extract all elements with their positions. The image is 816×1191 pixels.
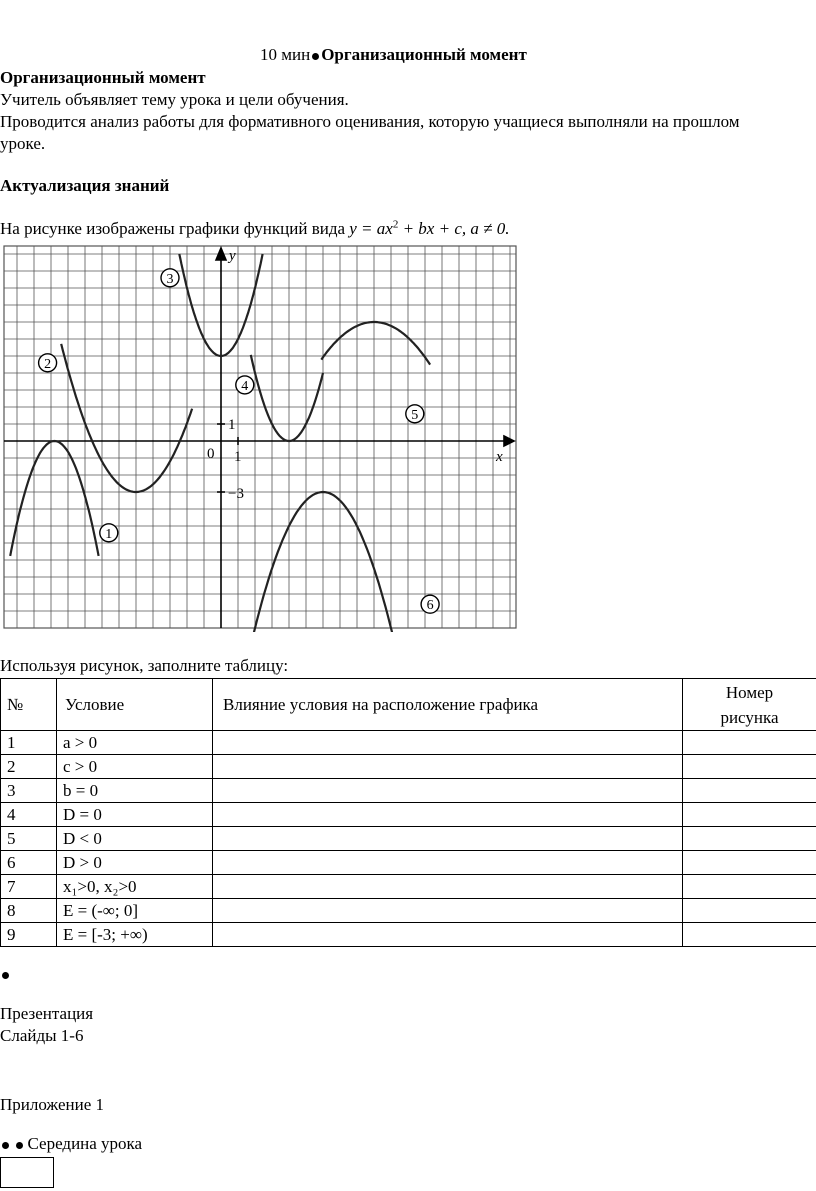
row-condition: D = 0 [57,803,213,827]
curve-label: 6 [426,598,434,614]
row-effect-cell[interactable] [213,779,683,803]
table-row [1,875,816,899]
conditions-table [0,678,816,947]
row-condition: D < 0 [57,827,213,851]
curve-label: 2 [44,356,52,372]
middle-heading [2,1133,142,1154]
table-header-cell: Условие [57,679,213,731]
formula-exponent: 2 [392,218,399,231]
parabola-5 [321,322,430,365]
formula-part: y = ax [349,219,393,238]
slides-label: Слайды 1-6 [0,1026,84,1045]
page-header [260,44,527,65]
row-figure-cell[interactable] [683,851,816,875]
row-condition: E = (-∞; 0] [57,899,213,923]
time-label: 10 мин [260,45,311,64]
table-row [1,923,816,947]
row-number: 8 [1,899,57,923]
table-caption: Используя рисунок, заполните таблицу: [0,656,289,675]
grid [4,246,516,628]
row-figure-cell[interactable] [683,899,816,923]
row-effect-cell[interactable] [213,755,683,779]
row-condition: x₁>0, x₂>0 [57,875,213,899]
row-number: 2 [1,755,57,779]
row-number: 1 [1,731,57,755]
row-effect-cell[interactable] [213,923,683,947]
table-row [1,827,816,851]
row-number: 4 [1,803,57,827]
x-tick-label: 1 [234,449,242,465]
section-heading-org: Организационный момент [0,68,206,87]
bullet-icon [2,963,9,984]
curve-label: 5 [411,407,419,423]
presentation-label: Презентация [0,1004,94,1023]
paragraph-line: Учитель объявляет тему урока и цели обучения. [0,90,349,109]
row-figure-cell[interactable] [683,875,816,899]
table-row [1,731,816,755]
y-axis-label: y [229,248,236,264]
row-condition: E = [-3; +∞) [57,923,213,947]
table-row [1,851,816,875]
x-axis-arrow [504,436,514,446]
row-effect-cell[interactable] [213,875,683,899]
parabola-graph [0,240,520,632]
table-header-cell [683,679,816,731]
intro-text: На рисунке изображены графики функций вида [0,219,350,238]
empty-box [0,1157,54,1188]
row-condition: D > 0 [57,851,213,875]
header-title: Организационный момент [321,45,527,64]
parabola-4 [251,355,323,441]
table-header-cell: Влияние условия на расположение графика [213,679,683,731]
row-effect-cell[interactable] [213,851,683,875]
row-effect-cell[interactable] [213,899,683,923]
grid-border [4,246,516,628]
row-figure-cell[interactable] [683,779,816,803]
bullet-icon [2,1142,9,1149]
table-row [1,803,816,827]
row-condition: b = 0 [57,779,213,803]
table-header-cell: № [1,679,57,731]
row-number: 6 [1,851,57,875]
row-number: 5 [1,827,57,851]
graph-labels [39,248,503,613]
row-figure-cell[interactable] [683,923,816,947]
header-line: рисунка [720,707,779,727]
section-heading-knowledge: Актуализация знаний [0,176,170,195]
paragraph-line: Проводится анализ работы для формативного оценивания, которую учащиеся выполняли на прошлом [0,112,740,131]
row-figure-cell[interactable] [683,827,816,851]
origin-label: 0 [207,446,215,462]
y-tick-label: 1 [228,417,236,433]
row-figure-cell[interactable] [683,803,816,827]
row-effect-cell[interactable] [213,803,683,827]
row-condition: a > 0 [57,731,213,755]
header-line: Номер [725,682,774,702]
appendix-label: Приложение 1 [0,1095,104,1114]
bullet-icon [312,53,319,60]
row-figure-cell[interactable] [683,755,816,779]
graph-intro [0,218,509,239]
row-number: 3 [1,779,57,803]
middle-label: Середина урока [27,1134,143,1153]
parabola-2 [61,344,192,492]
bullet-icon [16,1142,23,1149]
formula-part: + bx + c, a ≠ 0. [398,219,510,238]
y-tick-label: −3 [228,486,244,502]
table-row [1,899,816,923]
row-number: 9 [1,923,57,947]
curve-label: 4 [241,378,249,394]
paragraph-line: уроке. [0,134,46,153]
row-figure-cell[interactable] [683,731,816,755]
row-condition: c > 0 [57,755,213,779]
row-number: 7 [1,875,57,899]
table-header-row [1,679,816,731]
curve-label: 1 [105,526,113,542]
table-row [1,755,816,779]
parabolas [10,254,430,632]
row-effect-cell[interactable] [213,731,683,755]
x-axis-label: x [496,449,503,465]
row-effect-cell[interactable] [213,827,683,851]
curve-label: 3 [166,271,174,287]
table-row [1,779,816,803]
